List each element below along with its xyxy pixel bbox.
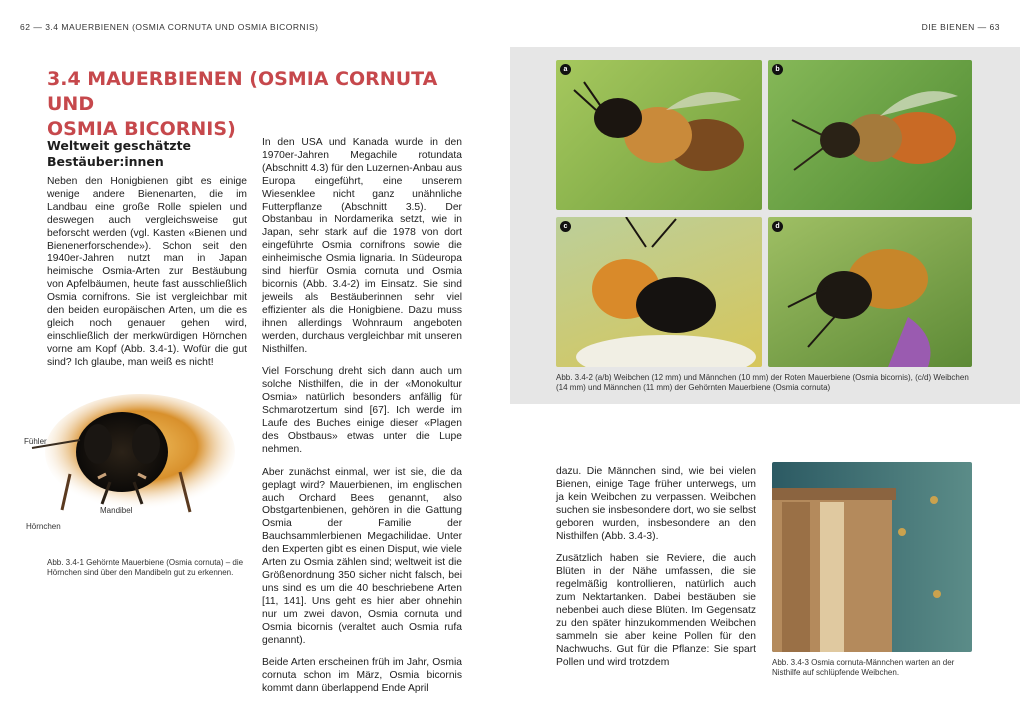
nesting-aid-photo	[772, 462, 972, 652]
column-3-text	[556, 466, 756, 680]
label-hoernchen: Hörnchen	[26, 522, 61, 531]
label-mandibel: Mandibel	[100, 506, 133, 515]
bee-photo-a	[556, 60, 762, 210]
figure-bee-head	[10, 382, 250, 542]
running-head-label: DIE BIENEN —	[921, 22, 987, 32]
running-head-section: — 3.4 MAUERBIENEN (OSMIA CORNUTA UND OSMIA BICORNIS)	[33, 22, 319, 32]
figure-3-caption: Abb. 3.4-3 Osmia cornuta-Männchen warten an der Nisthilfe auf schlüpfende Weibchen.	[772, 658, 955, 677]
column-2-paragraph-4: Beide Arten erscheinen früh im Jahr, Osmia cornuta schon im März, Osmia bicornis kommt dann überlappend Ende April	[262, 657, 462, 695]
photo-a	[556, 60, 762, 210]
chapter-title-line2: OSMIA BICORNIS)	[47, 118, 236, 140]
photo-a-label: a	[560, 64, 571, 75]
running-head-right	[922, 22, 1000, 32]
bee-photo-d	[768, 217, 972, 367]
figure-2-caption: Abb. 3.4-2 (a/b) Weibchen (12 mm) und Männchen (10 mm) der Roten Mauerbiene (Osmia bicornis), (c/d) Weibchen (14 mm) und Männchen (11 mm) der Gehörnten Mauerbiene (Osmia cornuta)	[556, 373, 969, 392]
column-2-text	[262, 137, 462, 706]
column-3-paragraph-2: Zusätzlich haben sie Reviere, die auch Blüten in der Nähe umfassen, die sie regelmäßig kontrollieren, natürlich auch zum Nektartanken. Dabei bestäuben sie nebenbei auch diese Blüten. Im Gegensatz zu den später hinzukommenden Weibchen sammeln sie aber keine Pollen für den Nachwuchs. Gut für die Pflanze: Sie spart Pollen und wird trotzdem	[556, 553, 756, 668]
photo-b	[768, 60, 972, 210]
label-fuehler: Fühler	[24, 437, 47, 446]
bee-head-photo	[10, 382, 250, 542]
column-2-paragraph-3: Aber zunächst einmal, wer ist sie, die da geplagt wird? Mauerbienen, im englischen auch Orchard Bees genannt, also Obstgartenbienen, gehören in die Gattung Osmia der Familie der Bauchsammlerbienen Megachilidae. Unter den Experten gibt es einen Disput, wie viele Arten zu Osmia zählen sind; weltweit ist die Größenordnung 350 sicher nicht falsch, bei uns sind es um die 40 beschriebene Arten [11, 141]. Uns geht es hier aber ohnehin nur um zwei davon, Osmia cornuta und Osmia bicornis (veraltet auch Osmia rufa genannt).	[262, 466, 462, 646]
column-2-paragraph-1: In den USA und Kanada wurde in den 1970er-Jahren Megachile rotundata (Abschnitt 4.3) für den Luzernen-Anbau aus Europa eingeführt, eine unserem Wiesenklee nicht ganz unähnliche Futterpflanze (Abschnitt 3.5). Der Obstanbau in Nordamerika setzt, wie in Japan, sehr stark auf die 1978 von dort eingeführte Osmia cornifrons sowie die einheimische Osmia lignaria. In Südeuropa sind hierfür Osmia cornuta und Osmia bicornis (Abb. 3.4-2) im Einsatz. Sie sind jeweils als Bestäuberinnen sehr viel effizienter als die Honigbiene. Dazu muss ihnen allerdings Wohnraum angeboten werden, durchaus vergleichbar mit unseren Nisthilfen.	[262, 137, 462, 355]
column-3-paragraph-1: dazu. Die Männchen sind, wie bei vielen Bienen, einige Tage früher unterwegs, um ja kein Weibchen zu verpassen. Weibchen suchen sie insbesondere dort, wo sie selbst geboren wurden, insbesondere an den Nisthilfen (Abb. 3.4-3).	[556, 466, 756, 542]
column-1-text: Neben den Honigbienen gibt es einige wenige andere Bienenarten, die im Landbau eine große Rolle spielen und deswegen auch vergleichsweise gut beforscht werden (vgl. Kasten «Bienen und Bienenerforschende»). Schon seit den 1940er-Jahren nutzt man in Japan heimische Osmia-Arten zur Bestäubung von Apfelbäumen, heute fast ausschließlich Osmia cornifrons. Sie ist vergleichbar mit den beiden europäischen Arten, um die es gleich noch genauer gehen wird, einschließlich der merkwürdigen Hörnchen vorne am Kopf (Abb. 3.4-1). Wofür die gut sind? Ich glaube, man weiß es nicht!	[47, 176, 247, 368]
chapter-title	[47, 67, 477, 142]
running-head-left	[20, 22, 318, 32]
photo-b-label: b	[772, 64, 783, 75]
photo-d	[768, 217, 972, 367]
chapter-title-line1: 3.4 MAUERBIENEN (OSMIA CORNUTA UND	[47, 68, 438, 115]
figure-1-caption: Abb. 3.4-1 Gehörnte Mauerbiene (Osmia cornuta) – die Hörnchen sind über den Mandibeln gut zu erkennen.	[47, 558, 244, 577]
photo-c-label: c	[560, 221, 571, 232]
bee-photo-b	[768, 60, 972, 210]
subheading: Weltweit geschätzte Bestäuber:innen	[47, 138, 192, 169]
figure-3-photo	[772, 462, 972, 652]
photo-d-label: d	[772, 221, 783, 232]
page-number-right: 63	[989, 22, 1000, 32]
column-2-paragraph-2: Viel Forschung dreht sich dann auch um solche Nisthilfen, die in der «Monokultur Osmia» natürlich besonders anfällig für Schmarotzertum sind [67]. Ich werde im Laufe des Buches einige dieser «Plagen des Obstbaus» etwas unter die Lupe nehmen.	[262, 366, 462, 455]
photo-c	[556, 217, 762, 367]
page-number-left: 62	[20, 22, 31, 32]
bee-photo-c	[556, 217, 762, 367]
